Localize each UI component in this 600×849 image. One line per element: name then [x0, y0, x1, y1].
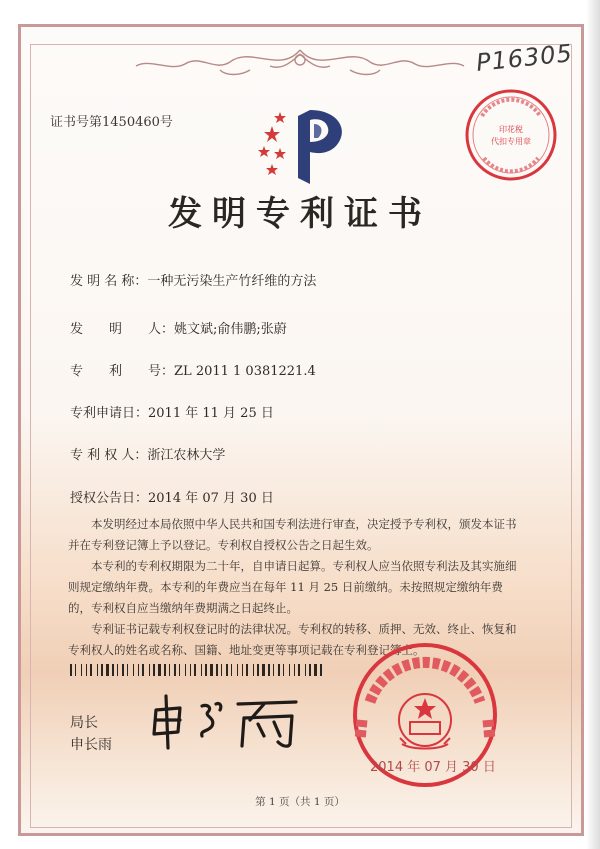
- svg-text:代扣专用章: 代扣专用章: [491, 137, 531, 146]
- inventor-value: 姚文斌;俞伟鹏;张蔚: [174, 322, 287, 337]
- body-paragraph-3: 专利证书记载专利权登记时的法律状况。专利权的转移、质押、无效、终止、恢复和专利权人的姓名或名称、国籍、地址变更等事项记载在专利登记簿上。: [68, 622, 517, 657]
- handwritten-note: P16305: [474, 39, 575, 77]
- certificate-title: 发明专利证书: [168, 194, 432, 234]
- grant-date-value: 2014 年 07 月 30 日: [148, 491, 274, 506]
- grant-date-label: 授权公告日：: [70, 491, 149, 506]
- inventor-label: 发 明 人：: [70, 322, 175, 337]
- certificate-number: 证书号第1450460号: [50, 115, 173, 130]
- patentee-row: [70, 444, 225, 463]
- patentee-label: 专 利 权 人：: [70, 448, 148, 463]
- scan-shadow-edge: [586, 0, 600, 849]
- seal-date: 2014 年 07 月 30 日: [370, 760, 496, 775]
- filing-date-value: 2011 年 11 月 25 日: [148, 406, 274, 421]
- patentee-value: 浙江农林大学: [147, 448, 226, 463]
- agency-seal-icon: [462, 86, 560, 184]
- invention-name-row: [70, 270, 316, 289]
- inventor-row: [70, 318, 287, 337]
- patent-number-label: 专 利 号：: [70, 364, 175, 379]
- filing-date-row: [70, 402, 274, 421]
- page-number: 第 1 页（共 1 页）: [255, 796, 345, 808]
- patent-office-logo: [258, 106, 358, 186]
- director-name: 申长雨: [70, 737, 112, 753]
- barcode: [70, 664, 322, 676]
- invention-name-label: 发 明 名 称：: [70, 274, 148, 289]
- body-paragraph-2: 本专利的专利权期限为二十年，自申请日起算。专利权人应当依照专利法及其实施细则规定缴纳年费。本专利的年费应当在每年 11 月 25 日前缴纳。未按照规定缴纳年费的，专利权自应当缴纳年费期满之日起终止。: [68, 559, 517, 615]
- patent-number-row: [70, 360, 316, 379]
- director-title: 局长: [70, 715, 98, 731]
- top-ornament: [130, 44, 470, 78]
- director-signature-image: [146, 690, 306, 750]
- body-paragraph-1: 本发明经过本局依照中华人民共和国专利法进行审查，决定授予专利权，颁发本证书并在专利登记簿上予以登记。专利权自授权公告之日起生效。: [68, 517, 517, 552]
- invention-name-value: 一种无污染生产竹纤维的方法: [147, 274, 317, 289]
- certificate-body: [68, 514, 522, 661]
- svg-text:印花税: 印花税: [499, 125, 523, 134]
- filing-date-label: 专利申请日：: [70, 406, 149, 421]
- grant-date-row: [70, 487, 274, 506]
- patent-number-value: ZL 2011 1 0381221.4: [174, 364, 316, 379]
